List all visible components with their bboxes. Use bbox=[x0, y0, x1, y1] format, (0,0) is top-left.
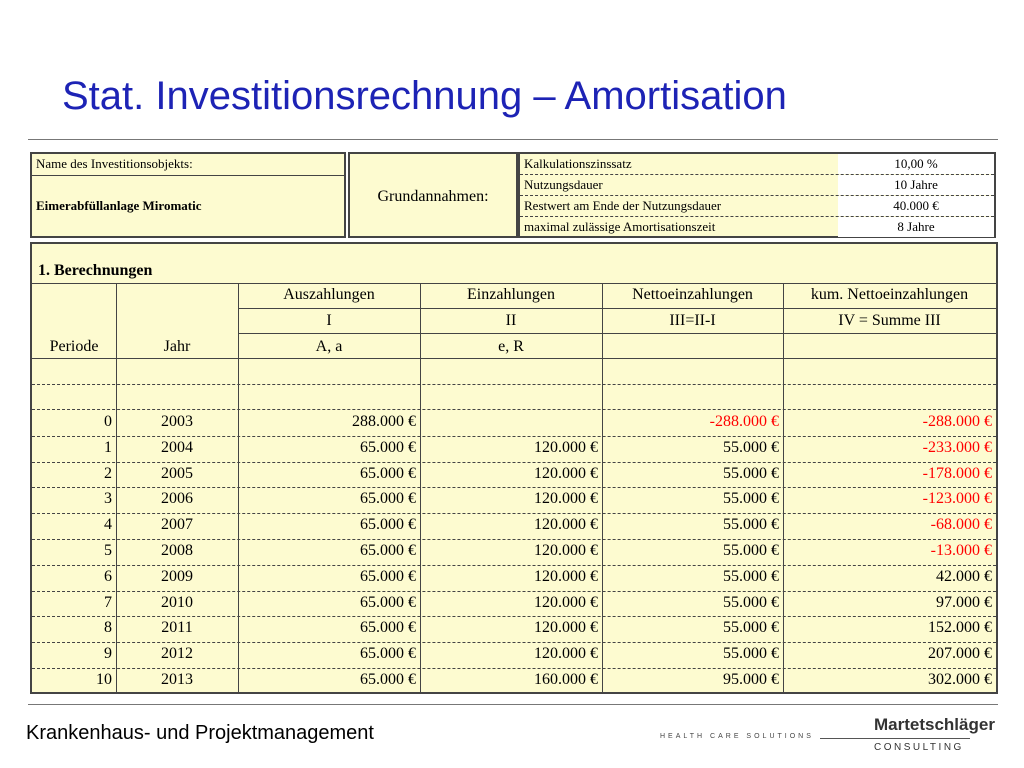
brand-logo: Martetschläger bbox=[874, 715, 995, 734]
grid-line bbox=[238, 308, 996, 309]
col-header-auszahlungen: Auszahlungen bbox=[283, 286, 375, 303]
cell-kum[interactable]: -288.000 € bbox=[922, 413, 992, 430]
assumption-row bbox=[520, 196, 994, 217]
cell-jahr[interactable]: 2011 bbox=[161, 619, 193, 637]
cell-netto[interactable]: 55.000 € bbox=[723, 619, 779, 637]
cell-ein[interactable]: 120.000 € bbox=[534, 438, 598, 456]
assumption-value[interactable]: 40.000 € bbox=[838, 196, 994, 216]
cell-kum[interactable]: 42.000 € bbox=[936, 567, 992, 585]
cell-kum[interactable]: -178.000 € bbox=[922, 464, 992, 482]
cell-periode[interactable]: 2 bbox=[104, 464, 112, 482]
row-divider bbox=[32, 616, 996, 617]
col-header-jahr: Jahr bbox=[163, 338, 191, 355]
cell-kum[interactable]: -123.000 € bbox=[922, 490, 992, 508]
cell-netto[interactable]: 55.000 € bbox=[723, 567, 779, 585]
col-sub2-ein: e, R bbox=[498, 338, 524, 355]
col-header-netto: Nettoeinzahlungen bbox=[632, 286, 753, 303]
col-sub-kum: IV = Summe III bbox=[838, 312, 941, 329]
table-row bbox=[32, 539, 996, 564]
cell-kum[interactable]: 207.000 € bbox=[928, 645, 992, 663]
cell-aus[interactable]: 65.000 € bbox=[360, 671, 416, 688]
cell-kum[interactable]: -13.000 € bbox=[930, 542, 992, 559]
table-row bbox=[32, 436, 996, 461]
table-row bbox=[32, 565, 996, 590]
cell-netto[interactable]: 55.000 € bbox=[723, 438, 779, 456]
row-divider bbox=[32, 668, 996, 669]
grid-line bbox=[32, 384, 996, 385]
cell-kum[interactable]: -68.000 € bbox=[930, 516, 992, 534]
row-divider bbox=[32, 591, 996, 592]
table-row bbox=[32, 668, 996, 693]
cell-netto[interactable]: 55.000 € bbox=[723, 542, 779, 559]
cell-netto[interactable]: 55.000 € bbox=[723, 464, 779, 482]
cell-periode[interactable]: 7 bbox=[104, 593, 112, 611]
cell-ein[interactable]: 160.000 € bbox=[534, 671, 598, 688]
col-sub-ein: II bbox=[505, 312, 517, 329]
cell-kum[interactable]: -233.000 € bbox=[922, 438, 992, 456]
page-title: Stat. Investitionsrechnung – Amortisation bbox=[62, 74, 787, 118]
cell-jahr[interactable]: 2009 bbox=[161, 567, 193, 585]
cell-ein[interactable]: 120.000 € bbox=[534, 567, 598, 585]
cell-ein[interactable]: 120.000 € bbox=[534, 645, 598, 663]
cell-jahr[interactable]: 2012 bbox=[161, 645, 193, 663]
cell-aus[interactable]: 65.000 € bbox=[360, 567, 416, 585]
cell-aus[interactable]: 65.000 € bbox=[360, 490, 416, 508]
cell-netto[interactable]: 55.000 € bbox=[723, 516, 779, 534]
grid-line bbox=[32, 283, 996, 284]
row-divider bbox=[32, 487, 996, 488]
cell-aus[interactable]: 65.000 € bbox=[360, 464, 416, 482]
row-divider bbox=[32, 513, 996, 514]
grid-line bbox=[32, 358, 996, 359]
cell-ein[interactable]: 120.000 € bbox=[534, 490, 598, 508]
cell-ein[interactable]: 120.000 € bbox=[534, 593, 598, 611]
cell-periode[interactable]: 5 bbox=[104, 542, 112, 559]
object-value[interactable]: Eimerabfüllanlage Miromatic bbox=[36, 198, 202, 213]
object-name-box bbox=[30, 152, 346, 238]
col-sub-netto: III=II-I bbox=[669, 312, 716, 329]
calculation-table bbox=[30, 242, 998, 694]
assumption-row bbox=[520, 217, 994, 237]
cell-jahr[interactable]: 2007 bbox=[161, 516, 193, 534]
col-sub-aus: I bbox=[326, 312, 332, 329]
col-sub2-aus: A, a bbox=[315, 338, 343, 355]
cell-kum[interactable]: 152.000 € bbox=[928, 619, 992, 637]
table-row bbox=[32, 591, 996, 616]
col-header-einzahlungen: Einzahlungen bbox=[467, 286, 555, 303]
assumption-label: Kalkulationszinssatz bbox=[524, 156, 632, 171]
footer-rule bbox=[28, 704, 998, 705]
assumption-value[interactable]: 10,00 % bbox=[838, 154, 994, 174]
cell-periode[interactable]: 1 bbox=[104, 438, 112, 456]
cell-jahr[interactable]: 2013 bbox=[161, 671, 193, 688]
table-row bbox=[32, 462, 996, 487]
cell-jahr[interactable]: 2006 bbox=[161, 490, 193, 508]
cell-periode[interactable]: 4 bbox=[104, 516, 112, 534]
title-rule bbox=[28, 139, 998, 140]
cell-kum[interactable]: 97.000 € bbox=[936, 593, 992, 611]
brand-divider bbox=[820, 738, 970, 739]
assumption-value[interactable]: 8 Jahre bbox=[838, 217, 994, 237]
assumptions-label-box bbox=[348, 152, 518, 238]
object-separator bbox=[32, 175, 344, 176]
cell-aus[interactable]: 65.000 € bbox=[360, 645, 416, 663]
table-row bbox=[32, 616, 996, 641]
cell-netto[interactable]: 55.000 € bbox=[723, 645, 779, 663]
assumption-label: Restwert am Ende der Nutzungsdauer bbox=[524, 198, 722, 213]
cell-periode[interactable]: 3 bbox=[104, 490, 112, 508]
cell-netto[interactable]: 55.000 € bbox=[723, 490, 779, 508]
cell-periode[interactable]: 10 bbox=[96, 671, 112, 688]
cell-aus[interactable]: 65.000 € bbox=[360, 542, 416, 559]
cell-jahr[interactable]: 2004 bbox=[161, 438, 193, 456]
cell-periode[interactable]: 6 bbox=[104, 567, 112, 585]
table-row bbox=[32, 642, 996, 667]
assumption-label: Nutzungsdauer bbox=[524, 177, 603, 192]
cell-aus[interactable]: 288.000 € bbox=[352, 413, 416, 430]
row-divider bbox=[32, 642, 996, 643]
col-header-kum: kum. Nettoeinzahlungen bbox=[810, 286, 969, 303]
cell-kum[interactable]: 302.000 € bbox=[928, 671, 992, 688]
cell-netto[interactable]: -288.000 € bbox=[709, 413, 779, 430]
cell-netto[interactable]: 95.000 € bbox=[723, 671, 779, 688]
cell-aus[interactable]: 65.000 € bbox=[360, 593, 416, 611]
cell-periode[interactable]: 8 bbox=[104, 619, 112, 637]
assumption-value[interactable]: 10 Jahre bbox=[838, 175, 994, 195]
table-row bbox=[32, 513, 996, 538]
cell-periode[interactable]: 0 bbox=[104, 413, 112, 430]
col-header-periode: Periode bbox=[49, 338, 99, 355]
assumptions-table bbox=[518, 152, 996, 238]
assumption-label: maximal zulässige Amortisationszeit bbox=[524, 219, 716, 234]
footer-text: Krankenhaus- und Projektmanagement bbox=[26, 722, 374, 744]
assumption-row bbox=[520, 175, 994, 196]
assumption-row bbox=[520, 154, 994, 175]
cell-ein[interactable]: 120.000 € bbox=[534, 464, 598, 482]
cell-aus[interactable]: 65.000 € bbox=[360, 438, 416, 456]
cell-ein[interactable]: 120.000 € bbox=[534, 516, 598, 534]
assumptions-label: Grundannahmen: bbox=[377, 188, 489, 205]
table-row bbox=[32, 410, 996, 435]
object-label: Name des Investitionsobjekts: bbox=[36, 156, 193, 171]
cell-aus[interactable]: 65.000 € bbox=[360, 619, 416, 637]
cell-jahr[interactable]: 2008 bbox=[161, 542, 193, 559]
row-divider bbox=[32, 539, 996, 540]
table-row bbox=[32, 487, 996, 512]
section-title: 1. Berechnungen bbox=[38, 262, 153, 279]
object-underline bbox=[32, 236, 102, 238]
grid-line bbox=[238, 333, 996, 334]
brand-subtitle: CONSULTING bbox=[874, 742, 964, 753]
cell-jahr[interactable]: 2010 bbox=[161, 593, 193, 611]
cell-aus[interactable]: 65.000 € bbox=[360, 516, 416, 534]
brand-tagline: HEALTH CARE SOLUTIONS bbox=[660, 733, 814, 740]
row-divider bbox=[32, 565, 996, 566]
cell-netto[interactable]: 55.000 € bbox=[723, 593, 779, 611]
cell-jahr[interactable]: 2003 bbox=[161, 413, 193, 430]
cell-ein[interactable]: 120.000 € bbox=[534, 619, 598, 637]
cell-periode[interactable]: 9 bbox=[104, 645, 112, 663]
cell-ein[interactable]: 120.000 € bbox=[534, 542, 598, 559]
row-divider bbox=[32, 462, 996, 463]
row-divider bbox=[32, 436, 996, 437]
cell-jahr[interactable]: 2005 bbox=[161, 464, 193, 482]
